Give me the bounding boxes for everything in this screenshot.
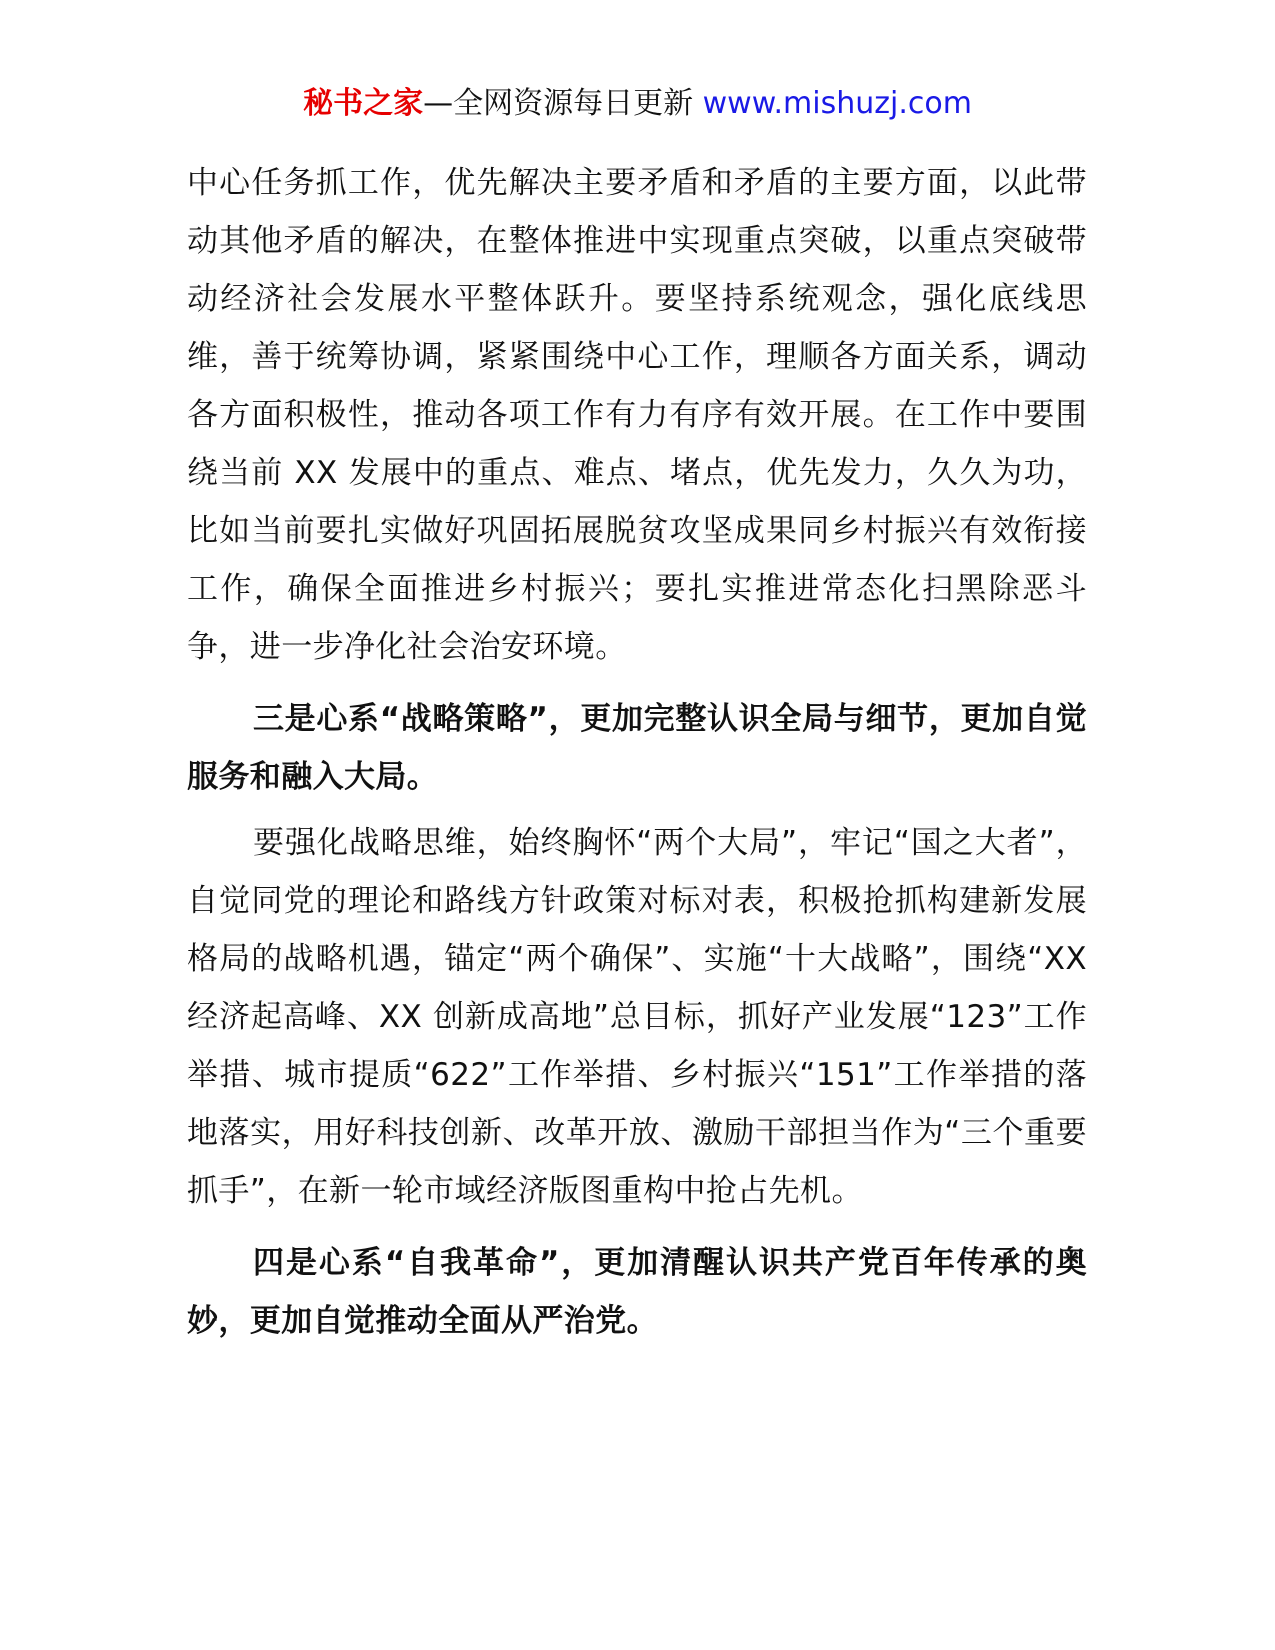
body-paragraph-continued: 中心任务抓工作，优先解决主要矛盾和矛盾的主要方面，以此带动其他矛盾的解决，在整体推进中实现重点突破，以重点突破带动经济社会发展水平整体跃升。要坚持系统观念，强化底线思维，善于统筹协调，紧紧围绕中心工作，理顺各方面关系，调动各方面积极性，推动各项工作有力有序有效开展。在工作中要围绕当前 XX 发展中的重点、难点、堵点，优先发力，久久为功，比如当前要扎实做好巩固拓展脱贫攻坚成果同乡村振兴有效衔接工作，确保全面推进乡村振兴；要扎实推进常态化扫黑除恶斗争，进一步净化社会治安环境。: [187, 165, 1087, 665]
section-heading-four: 四是心系“自我革命”，更加清醒认识共产党百年传承的奥妙，更加自觉推动全面从严治党。: [187, 1245, 1087, 1339]
section-heading-three: 三是心系“战略策略”，更加完整认识全局与细节，更加自觉服务和融入大局。: [187, 701, 1087, 795]
site-header: [0, 82, 1275, 126]
brand-name: 秘书之家: [303, 86, 424, 121]
body-paragraph-strategy: 要强化战略思维，始终胸怀“两个大局”，牢记“国之大者”，自觉同党的理论和路线方针政策对标对表，积极抢抓构建新发展格局的战略机遇，锚定“两个确保”、实施“十大战略”，围绕“XX 经济起高峰、XX 创新成高地”总目标，抓好产业发展“123”工作举措、城市提质“622”工作举措、乡村振兴“151”工作举措的落地落实，用好科技创新、改革开放、激励干部担当作为“三个重要抓手”，在新一轮市域经济版图重构中抢占先机。: [187, 825, 1088, 1209]
document-body: [187, 154, 1087, 1358]
website-link[interactable]: www.mishuzj.com: [702, 86, 972, 121]
header-tagline: —全网资源每日更新: [423, 86, 694, 121]
